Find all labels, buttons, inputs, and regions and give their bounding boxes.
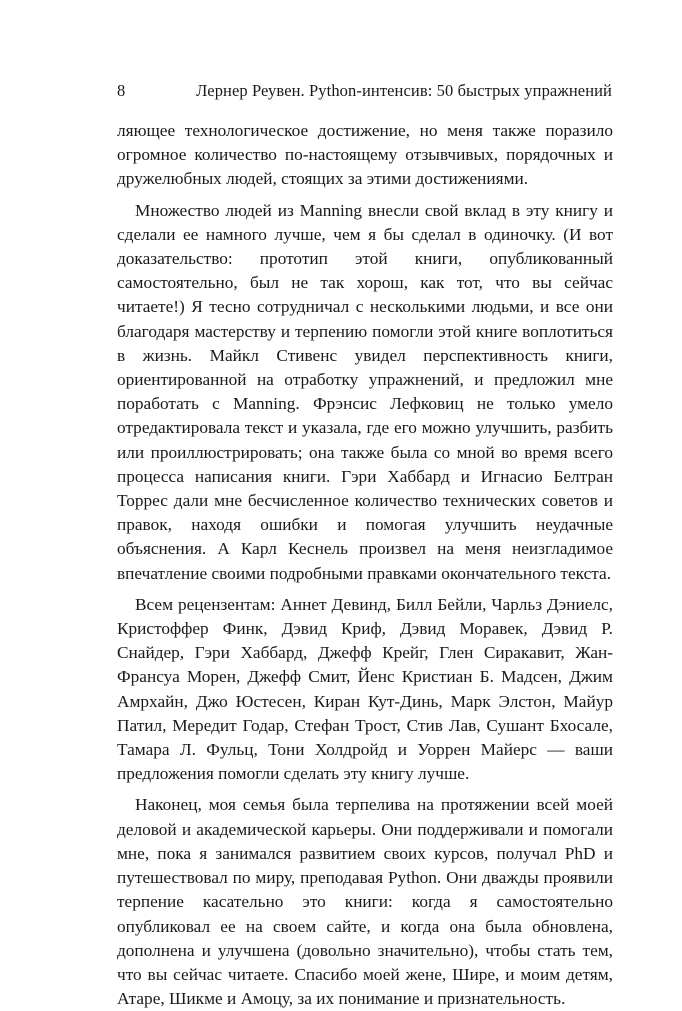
running-title: Лернер Реувен. Python-интенсив: 50 быстрых упражнений: [196, 81, 612, 100]
body-text: [117, 119, 613, 1011]
page-header: [117, 80, 612, 102]
paragraph-reviewers: Всем рецензентам: Аннет Девинд, Билл Бейли, Чарльз Дэниелс, Кристоффер Финк, Дэвид Криф, Дэвид Моравек, Дэвид Р. Снайдер, Гэри Хаббард, Джефф Крейг, Глен Сиракавит, Жан-Франсуа Морен, Джефф Смит, Йенс Кристиан Б. Мадсен, Джим Амрхайн, Джо Юстесен, Киран Кут-Динь, Марк Элстон, Майур Патил, Мередит Годар, Стефан Трост, Стив Лав, Сушант Бхосале, Тамара Л. Фульц, Тони Холдройд и Уоррен Майерс — ваши предложения помогли сделать эту книгу лучше.: [117, 594, 613, 784]
paragraph-continuation: ляющее технологическое достижение, но меня также поразило огромное количество по-настоящему отзывчивых, порядочных и дружелюбных людей, стоящих за этими достижениями.: [117, 121, 613, 189]
paragraph-family: Наконец, моя семья была терпелива на протяжении всей моей деловой и академической карьеры. Они поддерживали и помогали мне, пока я занимался развитием своих курсов, получал PhD и путешествовал по миру, преподавая Python. Они дважды проявили терпение касательно это книги: когда я самостоятельно опубликовал ее на своем сайте, и когда она была обновлена, дополнена и улучшена (довольно значительно), чтобы стать тем, что вы сейчас читаете. Спасибо моей жене, Шире, и моим детям, Атаре, Шикме и Амоцу, за их понимание и признательность.: [117, 795, 613, 1009]
paragraph-manning-thanks: Множество людей из Manning внесли свой вклад в эту книгу и сделали ее намного лучше, чем я бы сделал в одиночку. (И вот доказательство: прототип этой книги, опубликованный самостоятельно, был не так хорош, как тот, что вы сейчас читаете!) Я тесно сотрудничал с несколькими людьми, и все они благодаря мастерству и терпению помогли этой книге воплотиться в жизнь. Майкл Стивенс увидел перспективность книги, ориентированной на отработку упражнений, и предложил мне поработать с Manning. Фрэнсис Лефковиц не только умело отредактировала текст и указала, где его можно улучшить, разбить или проиллюстрировать; она также была со мной во время всего процесса написания книги. Гэри Хаббард и Игнасио Белтран Торрес дали мне бесчисленное количество технических советов и правок, находя ошибки и помогая улучшить неудачные объяснения. А Карл Кеснель произвел на меня неизгладимое впечатление своими подробными правками окончательного текста.: [117, 200, 613, 583]
page-number: 8: [117, 81, 126, 100]
